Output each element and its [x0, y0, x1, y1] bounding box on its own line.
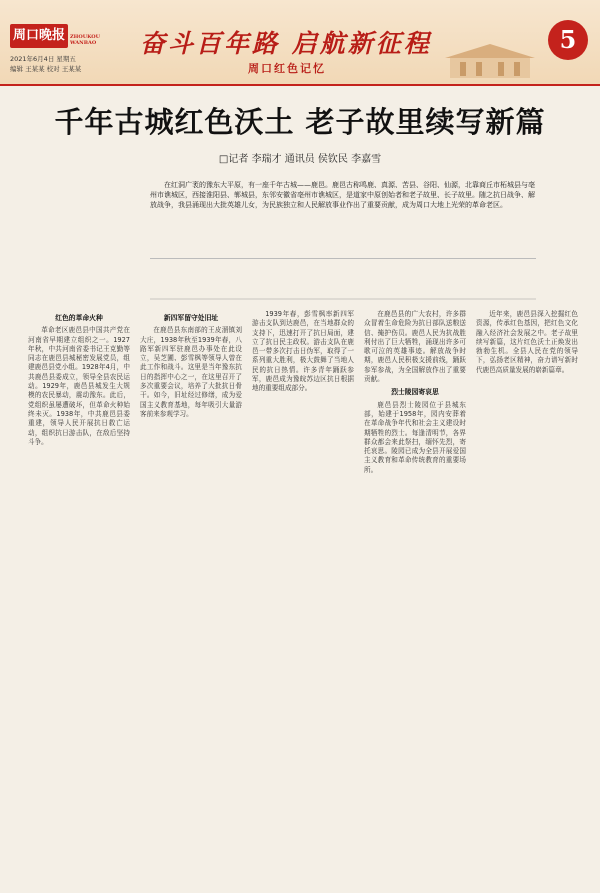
column-text: 鹿邑县烈士陵园位于县城东部，始建于1958年，园内安葬着在革命战争年代和社会主义建设时期牺牲的烈士。每逢清明节，各界群众都会来此祭扫，缅怀先烈，寄托哀思。陵园已成为全县开展爱国主义教育和革命传统教育的重要场所。 [364, 400, 466, 474]
hall-illustration-icon [440, 40, 540, 80]
column-heading: 红色的革命火种 [55, 314, 103, 322]
column-heading: 新四军留守处旧址 [163, 314, 219, 322]
page-number-badge: 5 [548, 20, 588, 60]
banner-subtitle: 周口红色记忆 [248, 62, 326, 75]
page-banner [0, 0, 600, 86]
article-column-3 [252, 310, 354, 875]
masthead-editor: 编辑 王某某 校对 王某某 [10, 65, 82, 73]
masthead-logo-sub: ZHOUKOU WANBAO [70, 34, 101, 46]
article-column-4 [364, 310, 466, 875]
article-headline: 千年古城红色沃土 老子故里续写新篇 [54, 105, 546, 139]
masthead [10, 24, 120, 76]
column-text: 在鹿邑县东南部的王皮溜镇刘大庄，1938年秋至1939年春，八路军新四军驻鹿邑办事处在此设立，吴芝圃、彭雪枫等领导人曾在此工作和战斗。这里是当年豫东抗日的指挥中心之一，在这里召开了多次重要会议，培养了大批抗日骨干。如今，旧址经过修缮，成为爱国主义教育基地，每年吸引大量游客前来参观学习。 [140, 326, 242, 418]
article-columns [28, 310, 586, 880]
column-text: 革命老区鹿邑县中国共产党在河南省早期建立组织之一。1927年秋，中共河南省委书记王克勤等同志在鹿邑县城秘密发展党员，组建鹿邑县党小组。1928年4月，中共鹿邑县委成立，领导全县农民运动。1929年，鹿邑县城发生大规模的农民暴动，震动豫东。此后，党组织虽屡遭破坏，但革命火种始终未灭。1938年，中共鹿邑县委重建，领导人民开展抗日救亡运动，组织抗日游击队，在敌后坚持斗争。 [28, 326, 130, 446]
article-column-5 [476, 310, 578, 875]
divider-rule [150, 258, 536, 301]
article-column-1 [28, 310, 130, 875]
article-column-2 [140, 310, 242, 875]
masthead-date: 2021年6月4日 星期五 [10, 55, 76, 63]
column-text: 1939年春，彭雪枫率新四军游击支队到达鹿邑，在当地群众的支持下，迅速打开了抗日局面，建立了抗日民主政权。游击支队在鹿邑一带多次打击日伪军，取得了一系列重大胜利，极大鼓舞了当地人民的抗日热情。许多青年踊跃参军，鹿邑成为豫皖苏边区抗日根据地的重要组成部分。 [252, 310, 354, 393]
banner-slogan: 奋斗百年路 启航新征程 [140, 29, 432, 58]
article-lead: 在红洞广袤的豫东大平原，有一座千年古城——鹿邑。鹿邑古称鸣鹿、真源、苦县、谷阳、仙源，北靠商丘市柘城县与亳州市谯城区，西接淮阳县、郸城县，东邻安徽省亳州市谯城区，是道家中原创始者和老子故里、长子故里。随之抗日战争、解放战争，我县涌现出大批英雄儿女，为民族独立和人民解放事业作出了重要贡献，成为周口大地上光荣的革命老区。 [150, 181, 535, 209]
column-text: 近年来，鹿邑县深入挖掘红色资源，传承红色基因，把红色文化融入经济社会发展之中。老子故里续写新篇，这片红色沃土正焕发出勃勃生机。全县人民在党的领导下，弘扬老区精神，奋力谱写新时代鹿邑高质量发展的崭新篇章。 [476, 310, 578, 374]
article-byline: □记者 李瑞才 通讯员 侯钦民 李嘉雪 [218, 154, 382, 165]
column-heading: 烈士陵园寄哀思 [391, 388, 439, 397]
masthead-logo: 周口晚报 [10, 24, 68, 48]
column-text: 在鹿邑县的广大农村，许多群众冒着生命危险为抗日部队送粮送信、掩护伤员。鹿邑人民为抗战胜利付出了巨大牺牲，涌现出许多可歌可泣的英雄事迹。解放战争时期，鹿邑人民积极支援前线，踊跃参军参战，为全国解放作出了重要贡献。 [364, 310, 466, 384]
